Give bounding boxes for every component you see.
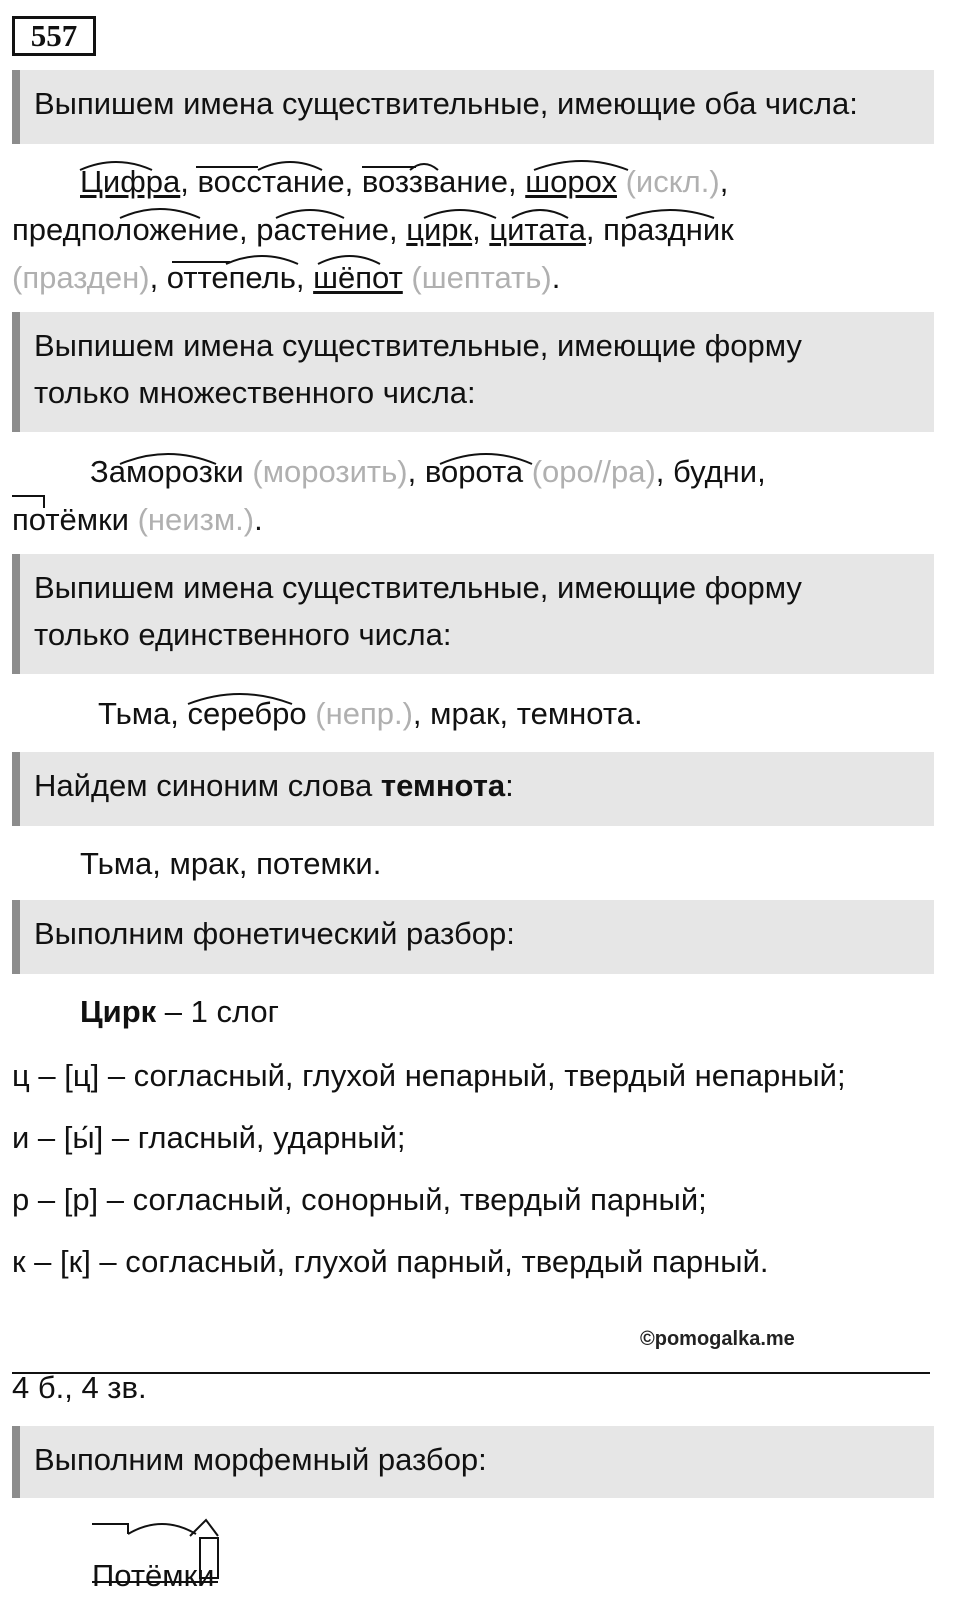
word-vozzvanie: воззвание — [361, 164, 508, 199]
row6: Тьма, серебро (непр.), мрак, темнота. — [98, 696, 643, 731]
section-header-phonetic — [12, 900, 934, 974]
note-sheptat: (шептать) — [411, 260, 552, 295]
section-header-synonym — [12, 752, 934, 826]
row1: Цифра, восстание, воззвание, шорох (искл.), — [80, 164, 729, 199]
word-temnota: темнота — [516, 696, 634, 731]
phonetic-word-line — [80, 988, 279, 1036]
word-mrak: мрак — [430, 696, 500, 731]
word-serebro: серебро — [187, 696, 307, 731]
note-prazden: (празден) — [12, 260, 150, 295]
header-suffix: : — [505, 768, 514, 803]
word-ottepel: оттепель — [166, 260, 296, 295]
header-line-2: только единственного числа: — [34, 617, 452, 652]
header-prefix: Найдем синоним слова — [34, 768, 381, 803]
section-header-both-numbers — [12, 70, 934, 144]
word-budni: будни — [673, 454, 758, 489]
word-vorota: ворота — [424, 454, 524, 489]
phonetic-word: Цирк — [80, 994, 157, 1029]
word-shepot: шёпот — [313, 260, 403, 295]
note-morozit: (морозить) — [252, 454, 408, 489]
row4: Заморозки (морозить), ворота (оро//ра), будни, — [90, 454, 766, 489]
exercise-number: 557 — [12, 16, 96, 56]
header-line-2: только множественного числа: — [34, 375, 476, 410]
word-prazdnik: праздник — [603, 212, 734, 247]
word-citata: цитата — [489, 212, 586, 247]
phonetic-line-2: и – [ы́] – гласный, ударный; — [12, 1120, 406, 1155]
word-cifra: Цифра — [80, 164, 181, 199]
header-text: Выполним фонетический разбор: — [34, 916, 515, 951]
header-bold-word: темнота — [380, 768, 506, 803]
word-shorokh: шорох — [525, 164, 617, 199]
section-header-plural-only — [12, 312, 934, 432]
morphemic-word: Потёмки — [92, 1558, 215, 1593]
note-neizm: (неизм.) — [137, 502, 255, 537]
divider-line — [12, 1372, 930, 1374]
phonetic-line-1: ц – [ц] – согласный, глухой непарный, твердый непарный; — [12, 1058, 846, 1093]
header-line-1: Выпишем имена существительные, имеющие форму — [34, 570, 802, 605]
note-iskl: (искл.) — [625, 164, 720, 199]
header-line-1: Выпишем имена существительные, имеющие форму — [34, 328, 802, 363]
phonetic-line-4: к – [к] – согласный, глухой парный, твердый парный. — [12, 1244, 769, 1279]
header-text: Выполним морфемный разбор: — [34, 1442, 487, 1477]
note-oro-ra: (оро//ра) — [531, 454, 656, 489]
copyright-text: ©pomogalka.me — [640, 1328, 795, 1350]
row5: потёмки (неизм.). — [12, 502, 263, 537]
word-rastenie: растение — [256, 212, 389, 247]
row3: (празден), оттепель, шёпот (шептать). — [12, 260, 561, 295]
word-vosstanie: восстание — [197, 164, 345, 199]
word-cirk: цирк — [406, 212, 473, 247]
header-text: Выпишем имена существительные, имеющие оба числа: — [34, 86, 858, 121]
note-nepr: (непр.) — [315, 696, 413, 731]
phonetic-line-3: р – [р] – согласный, сонорный, твердый парный; — [12, 1182, 707, 1217]
section-header-morphemic — [12, 1426, 934, 1498]
row2: предположение, растение, цирк, цитата, праздник — [12, 212, 734, 247]
word-predpolozhenie: предположение — [12, 212, 240, 247]
section-header-singular-only — [12, 554, 934, 674]
word-tma: Тьма — [98, 696, 171, 731]
phonetic-summary: 4 б., 4 зв. — [12, 1370, 147, 1405]
synonym-answer: Тьма, мрак, потемки. — [80, 846, 382, 881]
word-potemki: потёмки — [12, 502, 129, 537]
word-zamorozki: Заморозки — [90, 454, 244, 489]
phonetic-syllables: – 1 слог — [156, 994, 279, 1029]
